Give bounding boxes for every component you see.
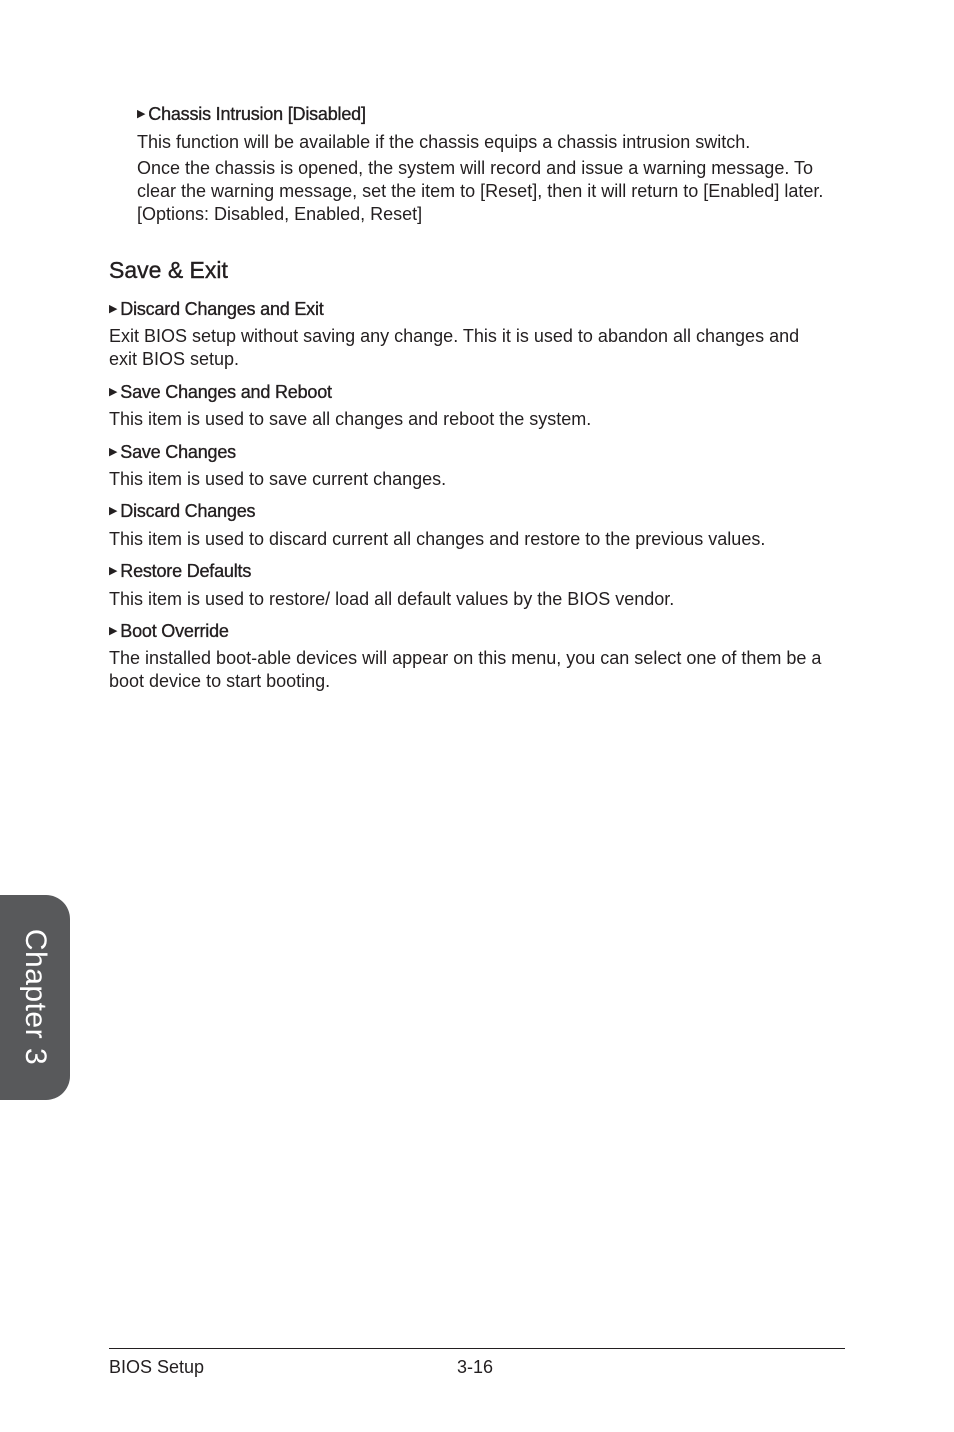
triangle-bullet-icon: ▶ [109, 625, 118, 637]
footer-section-name: BIOS Setup [109, 1357, 205, 1377]
item-title-text: Restore Defaults [120, 561, 252, 581]
item-title-text: Save Changes and Reboot [120, 382, 332, 402]
item-title-discard-changes [109, 501, 255, 522]
footer-page-number: 3-16 [457, 1357, 494, 1377]
item-description-restore-defaults: This item is used to restore/ load all default values by the BIOS vendor. [109, 589, 675, 609]
item-title-text: Boot Override [120, 621, 229, 641]
triangle-bullet-icon: ▶ [109, 303, 118, 315]
chapter-tab [0, 895, 70, 1100]
item-title-save-changes [109, 442, 236, 463]
chassis-intrusion-line1: This function will be available if the chassis equips a chassis intrusion switch. [137, 132, 751, 152]
item-title-text: Discard Changes [120, 501, 256, 521]
item-title-text: Discard Changes and Exit [120, 299, 324, 319]
item-description-save-changes-and-reboot: This item is used to save all changes and reboot the system. [109, 409, 592, 429]
item-description-discard-changes-and-exit: Exit BIOS setup without saving any change. This it is used to abandon all changes and exit BIOS setup. [109, 326, 800, 369]
triangle-bullet-icon: ▶ [109, 386, 118, 398]
item-description-save-changes: This item is used to save current changes. [109, 469, 447, 489]
chapter-label: Chapter 3 [19, 928, 52, 1066]
triangle-bullet-icon: ▶ [109, 565, 118, 577]
item-title-save-changes-and-reboot [109, 382, 332, 403]
footer-divider [109, 1348, 845, 1349]
item-title-restore-defaults [109, 561, 251, 582]
triangle-bullet-icon: ▶ [109, 446, 118, 458]
chassis-intrusion-line2: Once the chassis is opened, the system will record and issue a warning message. To clear the warning message, set the item to [Reset], then it will return to [Enabled] later. [Options: Disabled, Enabled, Reset] [137, 158, 824, 224]
chassis-intrusion-title-text: Chassis Intrusion [Disabled] [148, 104, 366, 124]
item-description-boot-override: The installed boot-able devices will appear on this menu, you can select one of them be a boot device to start booting. [109, 648, 822, 691]
triangle-bullet-icon: ▶ [137, 108, 146, 120]
section-title: Save & Exit [109, 257, 228, 283]
item-title-text: Save Changes [120, 442, 236, 462]
triangle-bullet-icon: ▶ [109, 505, 118, 517]
item-description-discard-changes: This item is used to discard current all changes and restore to the previous values. [109, 529, 766, 549]
item-title-boot-override [109, 621, 229, 642]
item-title-discard-changes-and-exit [109, 299, 324, 320]
chassis-intrusion-title [137, 104, 366, 125]
